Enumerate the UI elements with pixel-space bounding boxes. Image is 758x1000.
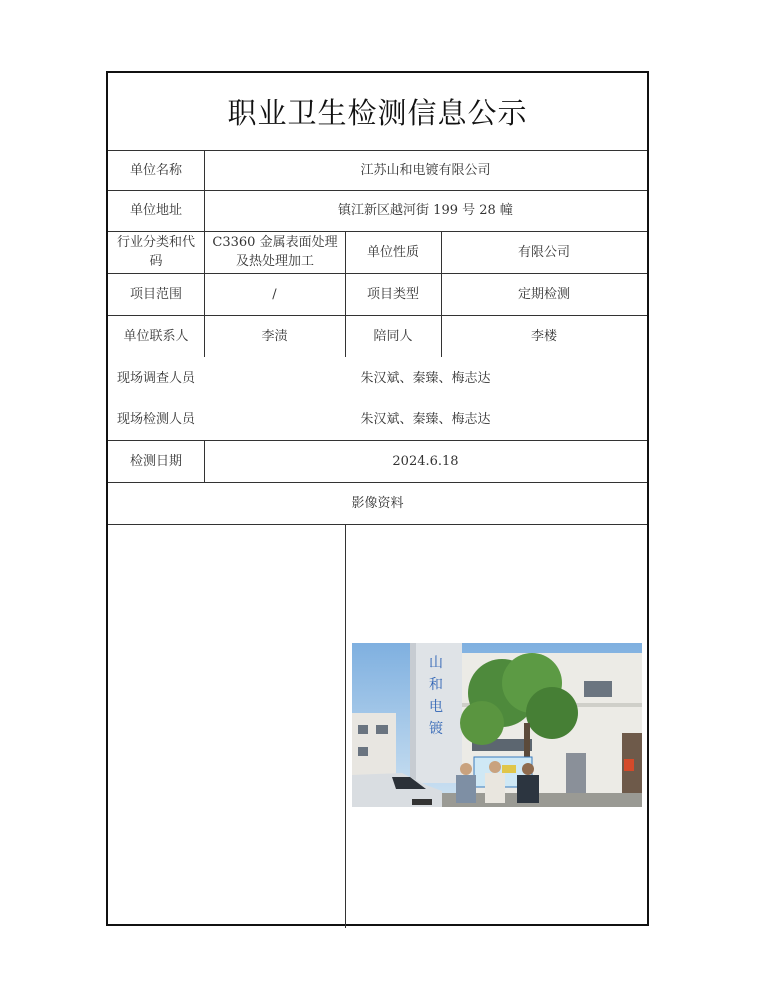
unit-address-value: 镇江新区越河街 199 号 28 幢 — [338, 203, 513, 218]
page-title: 职业卫生检测信息公示 — [227, 96, 528, 130]
escort-value: 李楼 — [530, 328, 557, 344]
contact-value: 李渍 — [261, 328, 288, 344]
industry-label: 行业分类和代码 — [116, 235, 195, 269]
image-section-label: 影像资料 — [351, 495, 404, 511]
disclosure-form — [106, 71, 649, 926]
survey-staff-value: 朱汉斌、秦臻、梅志达 — [360, 370, 491, 386]
svg-text:和: 和 — [429, 677, 443, 693]
column-divider — [345, 524, 346, 928]
escort-label: 陪同人 — [373, 328, 413, 344]
svg-text:山: 山 — [429, 655, 443, 671]
unit-address-label: 单位地址 — [129, 203, 182, 218]
row-divider — [108, 524, 647, 525]
project-scope-label: 项目范围 — [129, 286, 182, 302]
svg-text:电: 电 — [429, 699, 443, 715]
test-date-value: 2024.6.18 — [392, 453, 459, 469]
unit-name-value: 江苏山和电镀有限公司 — [360, 162, 491, 178]
unit-nature-label: 单位性质 — [366, 244, 419, 260]
project-type-label: 项目类型 — [366, 286, 419, 302]
industry-value: C3360 金属表面处理及热处理加工 — [212, 235, 338, 269]
contact-label: 单位联系人 — [123, 328, 189, 344]
project-type-value: 定期检测 — [517, 286, 570, 302]
unit-nature-value: 有限公司 — [517, 244, 570, 260]
test-staff-value: 朱汉斌、秦臻、梅志达 — [360, 412, 491, 427]
test-staff-label: 现场检测人员 — [116, 412, 195, 427]
test-date-label: 检测日期 — [129, 453, 182, 469]
site-photo-illustration — [352, 643, 642, 807]
survey-staff-label: 现场调查人员 — [116, 370, 195, 386]
svg-text:镀: 镀 — [429, 721, 443, 737]
project-scope-value: / — [272, 286, 277, 302]
site-photo — [352, 643, 642, 807]
unit-name-label: 单位名称 — [129, 162, 182, 178]
